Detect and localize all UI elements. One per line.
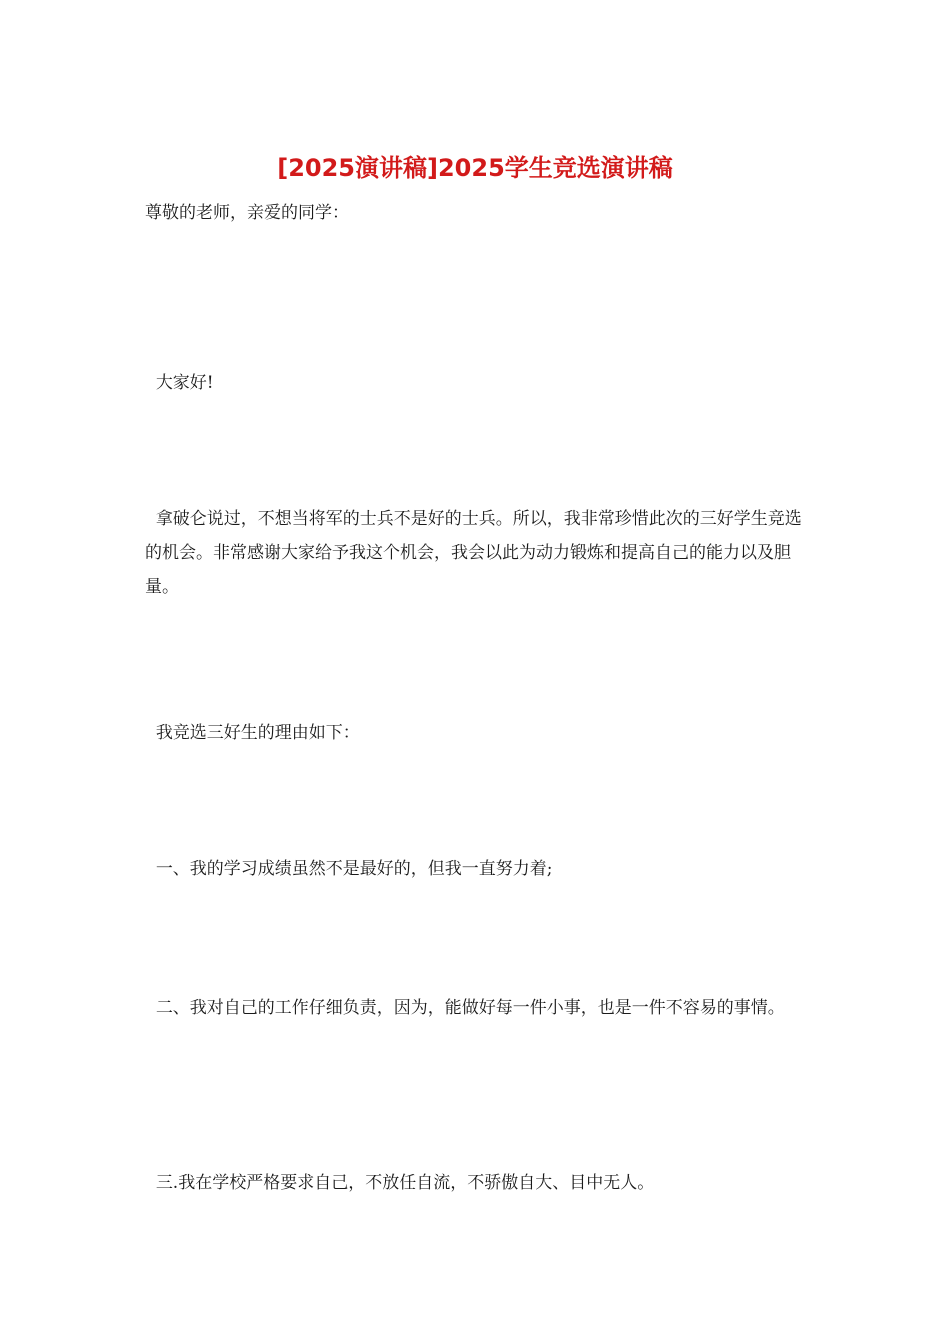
salutation-paragraph: 尊敬的老师，亲爱的同学： bbox=[145, 203, 349, 223]
reason-3-paragraph: 三.我在学校严格要求自己，不放任自流，不骄傲自大、目中无人。 bbox=[145, 1173, 655, 1193]
reason-1-paragraph: 一、我的学习成绩虽然不是最好的，但我一直努力着; bbox=[145, 859, 553, 879]
greeting-paragraph: 大家好! bbox=[145, 373, 214, 393]
reason-2-paragraph: 二、我对自己的工作仔细负责，因为，能做好每一件小事，也是一件不容易的事情。 bbox=[145, 998, 785, 1018]
intro-paragraph: 拿破仑说过，不想当将军的士兵不是好的士兵。所以，我非常珍惜此次的三好学生竞选的机会。非常感谢大家给予我这个机会，我会以此为动力锻炼和提高自己的能力以及胆量。 bbox=[145, 509, 802, 597]
reasons-intro-paragraph: 我竞选三好生的理由如下： bbox=[145, 723, 360, 743]
document-title: [2025演讲稿]2025学生竞选演讲稿 bbox=[277, 154, 673, 182]
